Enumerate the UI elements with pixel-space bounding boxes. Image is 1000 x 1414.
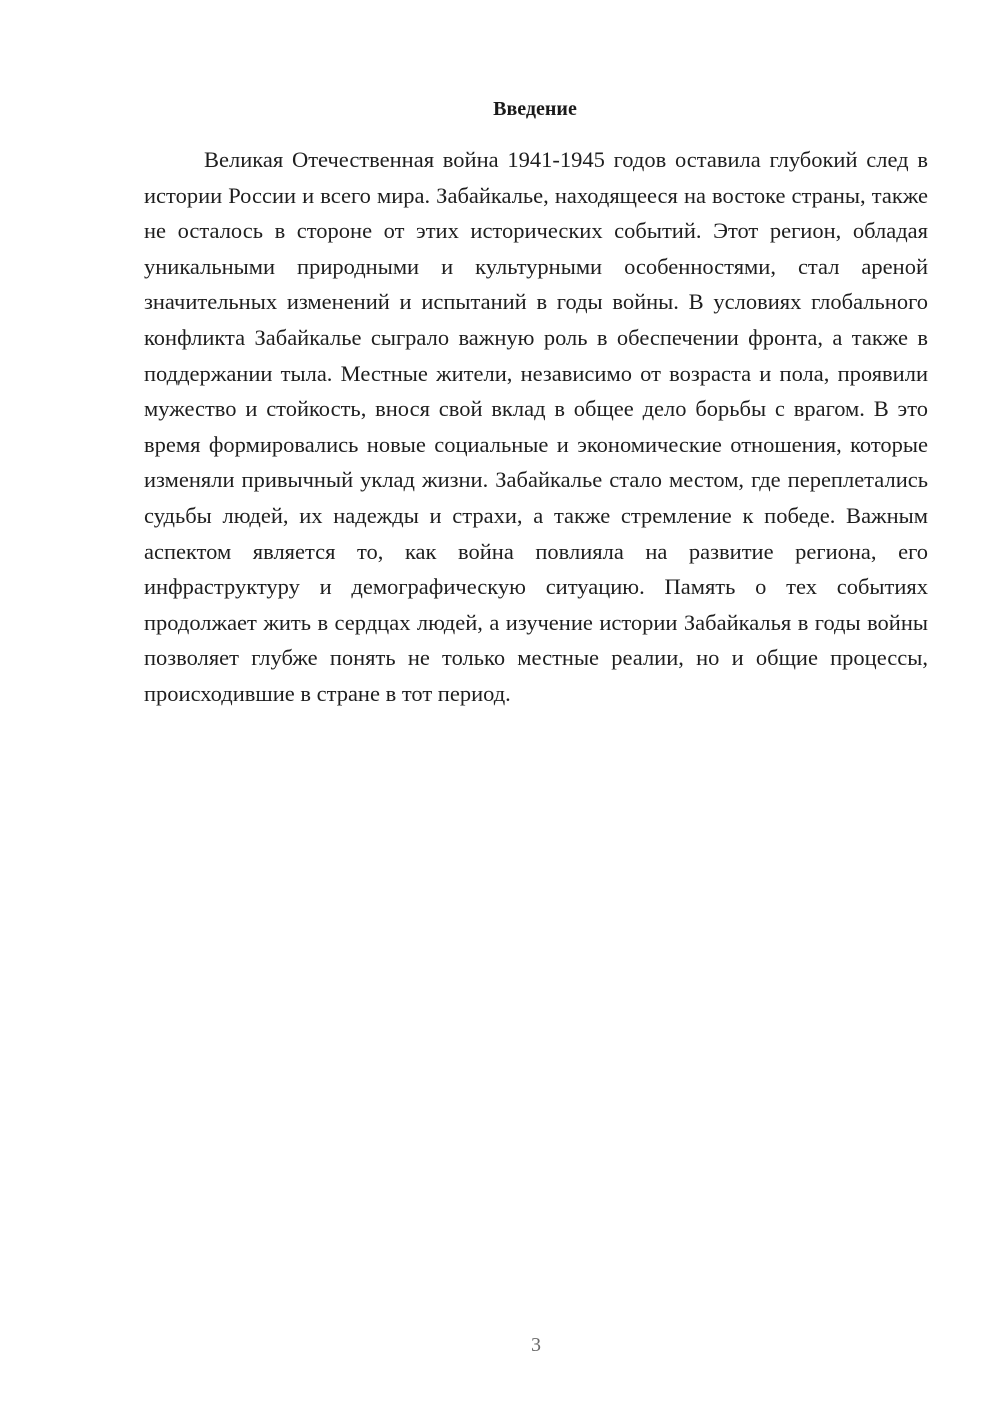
section-heading: Введение — [493, 98, 577, 120]
page-number: 3 — [531, 1334, 541, 1356]
body-paragraph: Великая Отечественная война 1941-1945 годов оставила глубокий след в истории России и всего мира. Забайкалье, находящееся на востоке страны, также не осталось в стороне от этих исторических событий. Этот регион, обладая уникальными природными и культурными особенностями, стал ареной значительных изменений и испытаний в годы войны. В условиях глобального конфликта Забайкалье сыграло важную роль в обеспечении фронта, а также в поддержании тыла. Местные жители, независимо от возраста и пола, проявили мужество и стойкость, внося свой вклад в общее дело борьбы с врагом. В это время формировались новые социальные и экономические отношения, которые изменяли привычный уклад жизни. Забайкалье стало местом, где переплетались судьбы людей, их надежды и страхи, а также стремление к победе. Важным аспектом является то, как война повлияла на развитие региона, его инфраструктуру и демографическую ситуацию. Память о тех событиях продолжает жить в сердцах людей, а изучение истории Забайкалья в годы войны позволяет глубже понять не только местные реалии, но и общие процессы, происходившие в стране в тот период. — [144, 147, 928, 706]
